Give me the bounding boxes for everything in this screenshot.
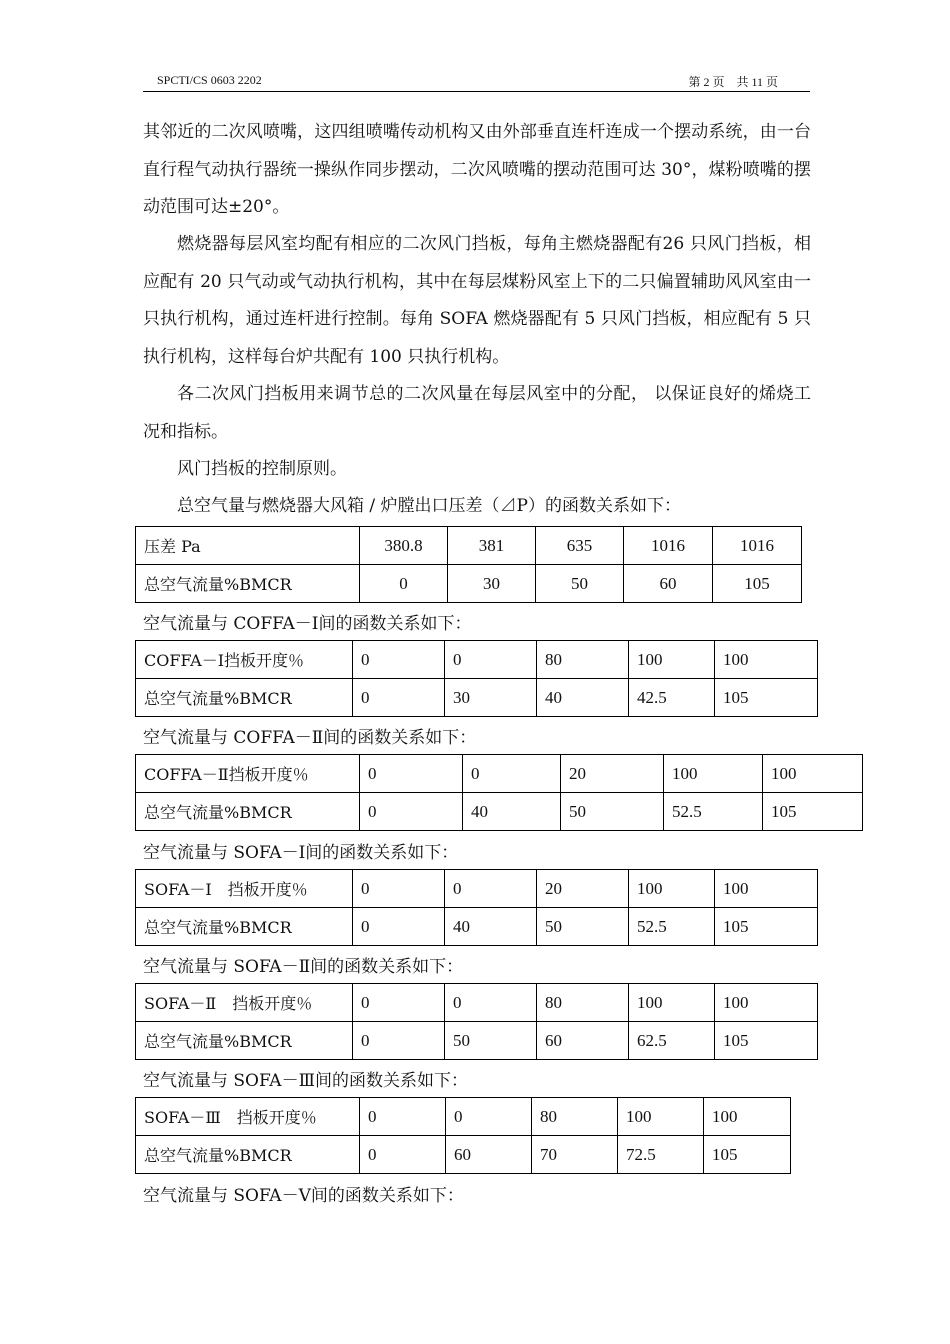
row-label: 压差 Pa: [136, 527, 360, 565]
table-cell: 100: [704, 1098, 791, 1136]
table-cell: 30: [448, 565, 536, 603]
table-pressure-difference: [135, 526, 802, 603]
table-row: [136, 527, 802, 565]
table-row: [136, 641, 818, 679]
row-label: COFFA－Ⅰ挡板开度％: [136, 641, 353, 679]
table-cell: 50: [536, 565, 624, 603]
table-cell: 0: [463, 755, 561, 793]
table-cell: 40: [537, 679, 629, 717]
caption-coffa-2: 空气流量与 COFFA－Ⅱ间的函数关系如下：: [143, 728, 477, 748]
row-label: 总空气流量%BMCR: [136, 1136, 360, 1174]
table-cell: 0: [353, 870, 445, 908]
table-cell: 635: [536, 527, 624, 565]
table-cell: 0: [353, 679, 445, 717]
table-cell: 80: [532, 1098, 618, 1136]
table-cell: 380.8: [360, 527, 448, 565]
table-cell: 0: [360, 1098, 446, 1136]
table-cell: 105: [713, 565, 802, 603]
table-cell: 20: [537, 870, 629, 908]
table-cell: 52.5: [629, 908, 715, 946]
table-sofa-2: [135, 983, 818, 1060]
table-cell: 70: [532, 1136, 618, 1174]
table-cell: 105: [715, 1022, 818, 1060]
table-cell: 40: [445, 908, 537, 946]
table-row: [136, 1136, 791, 1174]
table-row: [136, 755, 863, 793]
table-cell: 52.5: [664, 793, 763, 831]
table-sofa-1: [135, 869, 818, 946]
table-cell: 20: [561, 755, 664, 793]
table-cell: 0: [353, 908, 445, 946]
table-cell: 1016: [624, 527, 713, 565]
paragraph-pressure-relation: 总空气量与燃烧器大风箱 / 炉膛出口压差（⊿P）的函数关系如下：: [177, 496, 681, 516]
table-cell: 0: [353, 641, 445, 679]
table-cell: 100: [715, 870, 818, 908]
table-cell: 50: [561, 793, 664, 831]
table-cell: 100: [715, 641, 818, 679]
table-cell: 0: [360, 755, 463, 793]
table-cell: 1016: [713, 527, 802, 565]
table-cell: 105: [763, 793, 863, 831]
paragraph-nozzle-swing: 其邻近的二次风喷嘴，这四组喷嘴传动机构又由外部垂直连杆连成一个摆动系统，由一台直行程气动执行器统一操纵作同步摆动，二次风喷嘴的摆动范围可达 30°，煤粉喷嘴的摆动范围可达±20°。: [143, 122, 811, 217]
table-cell: 42.5: [629, 679, 715, 717]
row-label: 总空气流量%BMCR: [136, 793, 360, 831]
caption-sofa-2: 空气流量与 SOFA－Ⅱ间的函数关系如下：: [143, 957, 464, 977]
paragraph-damper-config: 燃烧器每层风室均配有相应的二次风门挡板，每角主燃烧器配有26 只风门挡板，相应配有 20 只气动或气动执行机构，其中在每层煤粉风室上下的二只偏置辅助风风室由一只执行机构，通过连杆进行控制。每角 SOFA 燃烧器配有 5 只风门挡板，相应配有 5 只执行机构，这样每台炉共配有 100 只执行机构。: [143, 234, 811, 367]
table-cell: 0: [360, 565, 448, 603]
paragraph-damper-purpose: 各二次风门挡板用来调节总的二次风量在每层风室中的分配， 以保证良好的烯烧工况和指标。: [143, 384, 811, 442]
table-row: [136, 565, 802, 603]
table-cell: 381: [448, 527, 536, 565]
table-cell: 80: [537, 641, 629, 679]
row-label: 总空气流量%BMCR: [136, 908, 353, 946]
table-cell: 105: [715, 679, 818, 717]
row-label: COFFA－Ⅱ挡板开度％: [136, 755, 360, 793]
table-cell: 50: [537, 908, 629, 946]
table-row: [136, 908, 818, 946]
paragraph-control-principle: 风门挡板的控制原则。: [177, 459, 347, 479]
table-row: [136, 1022, 818, 1060]
table-cell: 100: [629, 870, 715, 908]
row-label: 总空气流量%BMCR: [136, 1022, 353, 1060]
table-cell: 62.5: [629, 1022, 715, 1060]
table-cell: 0: [353, 984, 445, 1022]
table-cell: 0: [360, 793, 463, 831]
table-cell: 0: [445, 641, 537, 679]
table-row: [136, 984, 818, 1022]
row-label: 总空气流量%BMCR: [136, 679, 353, 717]
row-label: SOFA－Ⅲ 挡板开度％: [136, 1098, 360, 1136]
table-sofa-3: [135, 1097, 791, 1174]
page-number: 第 2 页 共 11 页: [688, 75, 778, 89]
table-cell: 72.5: [618, 1136, 704, 1174]
table-row: [136, 870, 818, 908]
table-cell: 100: [664, 755, 763, 793]
table-cell: 60: [446, 1136, 532, 1174]
table-cell: 100: [715, 984, 818, 1022]
table-row: [136, 679, 818, 717]
table-cell: 100: [629, 641, 715, 679]
table-cell: 100: [629, 984, 715, 1022]
table-cell: 40: [463, 793, 561, 831]
page-header: [143, 71, 810, 92]
row-label: SOFA－Ⅱ 挡板开度％: [136, 984, 353, 1022]
table-cell: 60: [624, 565, 713, 603]
caption-sofa-3: 空气流量与 SOFA－Ⅲ间的函数关系如下：: [143, 1071, 468, 1091]
table-coffa-1: [135, 640, 818, 717]
row-label: 总空气流量%BMCR: [136, 565, 360, 603]
table-cell: 105: [715, 908, 818, 946]
caption-sofa-1: 空气流量与 SOFA－Ⅰ间的函数关系如下：: [143, 843, 459, 863]
caption-sofa-5: 空气流量与 SOFA－Ⅴ间的函数关系如下：: [143, 1186, 464, 1206]
row-label: SOFA－Ⅰ 挡板开度％: [136, 870, 353, 908]
table-cell: 0: [445, 984, 537, 1022]
table-row: [136, 793, 863, 831]
table-cell: 0: [360, 1136, 446, 1174]
table-cell: 80: [537, 984, 629, 1022]
table-row: [136, 1098, 791, 1136]
table-cell: 0: [353, 1022, 445, 1060]
table-cell: 100: [763, 755, 863, 793]
table-cell: 30: [445, 679, 537, 717]
table-cell: 0: [446, 1098, 532, 1136]
caption-coffa-1: 空气流量与 COFFA－Ⅰ间的函数关系如下：: [143, 614, 472, 634]
table-cell: 0: [445, 870, 537, 908]
table-cell: 100: [618, 1098, 704, 1136]
table-cell: 50: [445, 1022, 537, 1060]
table-cell: 60: [537, 1022, 629, 1060]
document-code: SPCTI/CS 0603 2202: [157, 73, 262, 87]
table-coffa-2: [135, 754, 863, 831]
table-cell: 105: [704, 1136, 791, 1174]
